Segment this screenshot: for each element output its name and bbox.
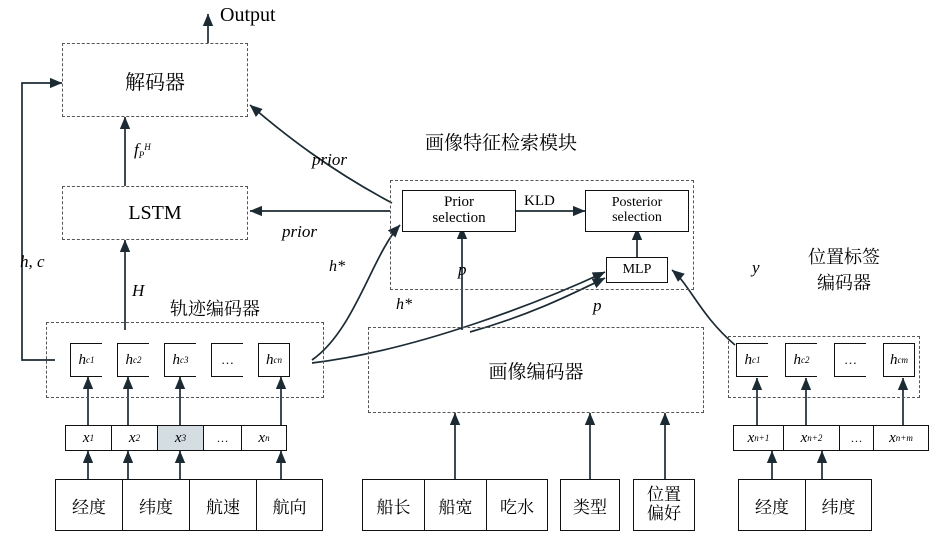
trajectory-input-row (65, 425, 287, 451)
input-token-cell: x 2 (111, 425, 157, 451)
image-feature-module-label: 画像特征检索模块 (425, 132, 578, 154)
feature-cell: 纬度 (805, 479, 872, 531)
hidden-state-cell: h c 1 (736, 343, 768, 377)
feature-cell: 经度 (55, 479, 122, 531)
hidden-state-cell: h c n (258, 343, 290, 377)
input-token-cell: … (203, 425, 241, 451)
feature-cell: 类型 (560, 479, 620, 531)
trajectory-encoder-label: 轨迹编码器 (170, 299, 260, 320)
decoder-block (62, 43, 248, 117)
lstm-block (62, 186, 248, 240)
feature-cell: 航速 (189, 479, 256, 531)
image-encoder-block (368, 327, 704, 413)
hidden-state-cell: h c 1 (70, 343, 102, 377)
mlp-label: MLP (622, 262, 652, 277)
H-label: H (132, 281, 145, 300)
image-position-preference-box (633, 479, 695, 531)
cell-gap (817, 343, 834, 377)
position-label-encoder-label: 位置标签 编码器 (808, 247, 880, 294)
hidden-state-cell: h c 3 (164, 343, 196, 377)
p-label-2: p (593, 296, 602, 315)
input-token-cell: x n+1 (733, 425, 783, 451)
prior-selection-line1: Prior (444, 194, 474, 211)
output-label: Output (220, 4, 276, 26)
cell-gap (243, 343, 258, 377)
kld-label: KLD (524, 193, 555, 209)
hidden-state-cell: … (834, 343, 866, 377)
feature-cell: 吃水 (486, 479, 548, 531)
prior-selection-line2: selection (432, 210, 486, 226)
cell-gap (102, 343, 117, 377)
feature-cell-line: 偏好 (647, 504, 681, 524)
position-input-row (733, 425, 929, 451)
cell-gap (149, 343, 164, 377)
y-label: y (752, 258, 760, 277)
feature-cell: 船长 (362, 479, 424, 531)
position-feature-row (738, 479, 872, 531)
feature-cell: 经度 (738, 479, 805, 531)
hidden-state-cell: h c 2 (785, 343, 817, 377)
input-token-cell: x n (241, 425, 287, 451)
lstm-label: LSTM (128, 201, 182, 224)
f-p-h-label: $f_P^H$ (134, 140, 151, 160)
feature-cell: 船宽 (424, 479, 486, 531)
h-c-label: h, c (20, 252, 45, 271)
feature-cell-line: 位置 (647, 485, 681, 506)
input-token-cell: … (839, 425, 873, 451)
trajectory-feature-row (55, 479, 323, 531)
image-feature-row (362, 479, 548, 531)
prior-edge-label-1: prior (312, 150, 347, 169)
hidden-state-cell: h c 2 (117, 343, 149, 377)
hidden-state-cell: … (211, 343, 243, 377)
posterior-selection-line2: selection (612, 210, 662, 225)
cell-gap (866, 343, 883, 377)
trajectory-hidden-cells (70, 343, 290, 377)
h-star-label-2: h* (396, 296, 412, 313)
image-type-row (560, 479, 620, 531)
input-token-cell: x 3 (157, 425, 203, 451)
prior-edge-label-2: prior (282, 222, 317, 241)
mlp-box[interactable] (606, 257, 668, 283)
posterior-selection-line1: Posterior (611, 195, 663, 211)
image-encoder-label: 画像编码器 (488, 360, 584, 383)
prior-selection-box[interactable] (402, 190, 516, 232)
decoder-label: 解码器 (125, 69, 185, 94)
input-token-cell: x 1 (65, 425, 111, 451)
hidden-state-cell: h c m (883, 343, 915, 377)
feature-cell: 航向 (256, 479, 323, 531)
input-token-cell: x n+2 (783, 425, 839, 451)
input-token-cell: x n+m (873, 425, 929, 451)
p-label-1: p (458, 260, 467, 279)
posterior-selection-box[interactable] (585, 190, 689, 232)
cell-gap (768, 343, 785, 377)
feature-cell: 纬度 (122, 479, 189, 531)
cell-gap (196, 343, 211, 377)
position-hidden-cells (736, 343, 915, 377)
h-star-label-1: h* (329, 258, 345, 275)
